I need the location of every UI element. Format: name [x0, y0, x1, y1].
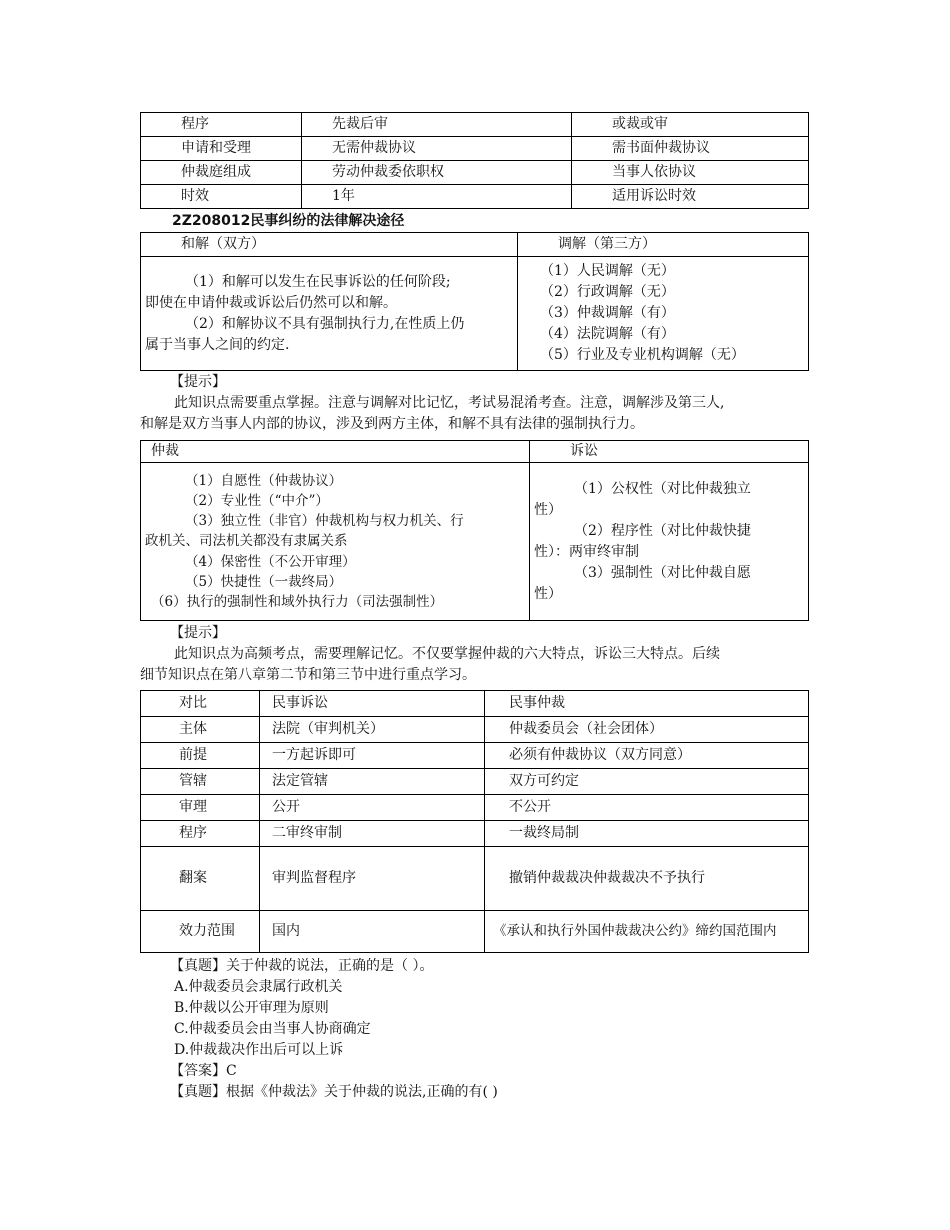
mediation-cell — [518, 257, 809, 371]
section-heading: 2Z208012民事纠纷的法律解决途径 — [172, 213, 405, 229]
settlement-cell — [141, 257, 518, 371]
option-a: A.仲裁委员会隶属行政机关 — [174, 979, 343, 995]
table-cell: 劳动仲裁委依职权 — [302, 161, 572, 185]
table-header: 对比 — [141, 691, 260, 717]
cell-line: （4）保密性（不公开审理） — [185, 553, 356, 570]
table-cell: 仲裁委员会（社会团体） — [485, 717, 809, 743]
cell-line: （3）独立性（非官）仲裁机构与权力机关、行 — [185, 513, 464, 530]
cell-line: 性）：两审终审制 — [534, 543, 639, 560]
table-cell: 前提 — [141, 743, 260, 769]
table-cell: 必须有仲裁协议（双方同意） — [485, 743, 809, 769]
table-cell: 当事人依协议 — [572, 161, 809, 185]
tip-text: 此知识点为高频考点，需要理解记忆。不仅要掌握仲裁的六大特点，诉讼三大特点。后续 — [174, 646, 720, 662]
table-cell: 时效 — [141, 185, 302, 209]
exam-question — [170, 956, 790, 1103]
cell-line: （3）仲裁调解（有） — [540, 305, 675, 321]
table-cell: 管辖 — [141, 769, 260, 795]
cell-line: （5）快捷性（一裁终局） — [185, 573, 343, 590]
tip-block — [140, 372, 820, 435]
cell-line: （1）人民调解（无） — [540, 263, 675, 279]
cell-line: （2）程序性（对比仲裁快捷 — [574, 522, 751, 539]
cell-line: 政机关、司法机关都没有隶属关系 — [145, 533, 348, 550]
table-cell: 国内 — [260, 911, 485, 953]
table-cell: 或裁或审 — [572, 113, 809, 137]
cell-line: （6）执行的强制性和域外执行力（司法强制性） — [151, 594, 444, 611]
cell-line: （2）行政调解（无） — [540, 284, 675, 300]
table-cell: 公开 — [260, 795, 485, 821]
table-cell: 撤销仲裁裁决仲裁裁决不予执行 — [485, 847, 809, 911]
litigation-cell — [530, 463, 809, 621]
tip-block — [140, 623, 820, 686]
table-cell: 双方可约定 — [485, 769, 809, 795]
table-cell: 1年 — [302, 185, 572, 209]
cell-line: 性） — [534, 501, 562, 518]
table-cell: 先裁后审 — [302, 113, 572, 137]
tip-text: 和解是双方当事人内部的协议，涉及到两方主体，和解不具有法律的强制执行力。 — [140, 416, 644, 432]
table-cell: 程序 — [141, 113, 302, 137]
cell-line: （1）公权性（对比仲裁独立 — [574, 480, 751, 497]
table-cell: 一裁终局制 — [485, 821, 809, 847]
table-header: 民事诉讼 — [260, 691, 485, 717]
option-b: B.仲裁以公开审理为原则 — [174, 1000, 329, 1016]
table-cell: 无需仲裁协议 — [302, 137, 572, 161]
question-stem: 【真题】根据《仲裁法》关于仲裁的说法,正确的有( ) — [170, 1084, 498, 1100]
table-cell: 翻案 — [141, 847, 260, 911]
table-cell: 仲裁庭组成 — [141, 161, 302, 185]
tip-text: 此知识点需要重点掌握。注意与调解对比记忆，考试易混淆考查。注意，调解涉及第三人, — [174, 395, 725, 411]
table-cell: 二审终审制 — [260, 821, 485, 847]
arbitration-cell — [141, 463, 530, 621]
cell-line: （5）行业及专业机构调解（无） — [540, 347, 745, 363]
cell-line: （1）和解可以发生在民事诉讼的任何阶段; — [185, 273, 451, 290]
tip-label: 【提示】 — [170, 625, 226, 641]
table-header: 仲裁 — [141, 441, 530, 463]
table-cell: 法院（审判机关） — [260, 717, 485, 743]
table-cell: 审判监督程序 — [260, 847, 485, 911]
cell-line: （3）强制性（对比仲裁自愿 — [574, 564, 751, 581]
table-header: 和解（双方） — [141, 233, 518, 257]
table-cell: 申请和受理 — [141, 137, 302, 161]
table-header: 民事仲裁 — [485, 691, 809, 717]
table-litigation-vs-arbitration — [140, 690, 809, 953]
table-cell: 效力范围 — [141, 911, 260, 953]
comparison-table-labor — [140, 112, 809, 209]
table-header: 诉讼 — [530, 441, 809, 463]
table-settlement-vs-mediation — [140, 232, 809, 371]
cell-line: 属于当事人之间的约定. — [145, 336, 290, 353]
cell-line: 性） — [534, 585, 562, 602]
cell-line: （2）和解协议不具有强制执行力,在性质上仍 — [185, 315, 465, 332]
tip-label: 【提示】 — [170, 374, 226, 390]
table-cell: 一方起诉即可 — [260, 743, 485, 769]
cell-line: （4）法院调解（有） — [540, 326, 675, 342]
question-stem: 【真题】关于仲裁的说法，正确的是（ ）。 — [170, 958, 434, 974]
table-cell: 《承认和执行外国仲裁裁决公约》缔约国范围内 — [485, 911, 809, 953]
option-c: C.仲裁委员会由当事人协商确定 — [174, 1021, 371, 1037]
table-header: 调解（第三方） — [518, 233, 809, 257]
table-cell: 适用诉讼时效 — [572, 185, 809, 209]
table-arbitration-vs-litigation — [140, 440, 809, 621]
answer: 【答案】C — [170, 1063, 237, 1079]
table-cell: 法定管辖 — [260, 769, 485, 795]
table-cell: 主体 — [141, 717, 260, 743]
tip-text: 细节知识点在第八章第二节和第三节中进行重点学习。 — [140, 667, 476, 683]
option-d: D.仲裁裁决作出后可以上诉 — [174, 1042, 344, 1058]
table-cell: 不公开 — [485, 795, 809, 821]
table-cell: 审理 — [141, 795, 260, 821]
cell-line: （2）专业性（“中介”） — [185, 492, 329, 509]
table-cell: 程序 — [141, 821, 260, 847]
cell-line: （1）自愿性（仲裁协议） — [185, 472, 343, 489]
table-cell: 需书面仲裁协议 — [572, 137, 809, 161]
cell-line: 即使在申请仲裁或诉讼后仍然可以和解。 — [145, 294, 397, 311]
